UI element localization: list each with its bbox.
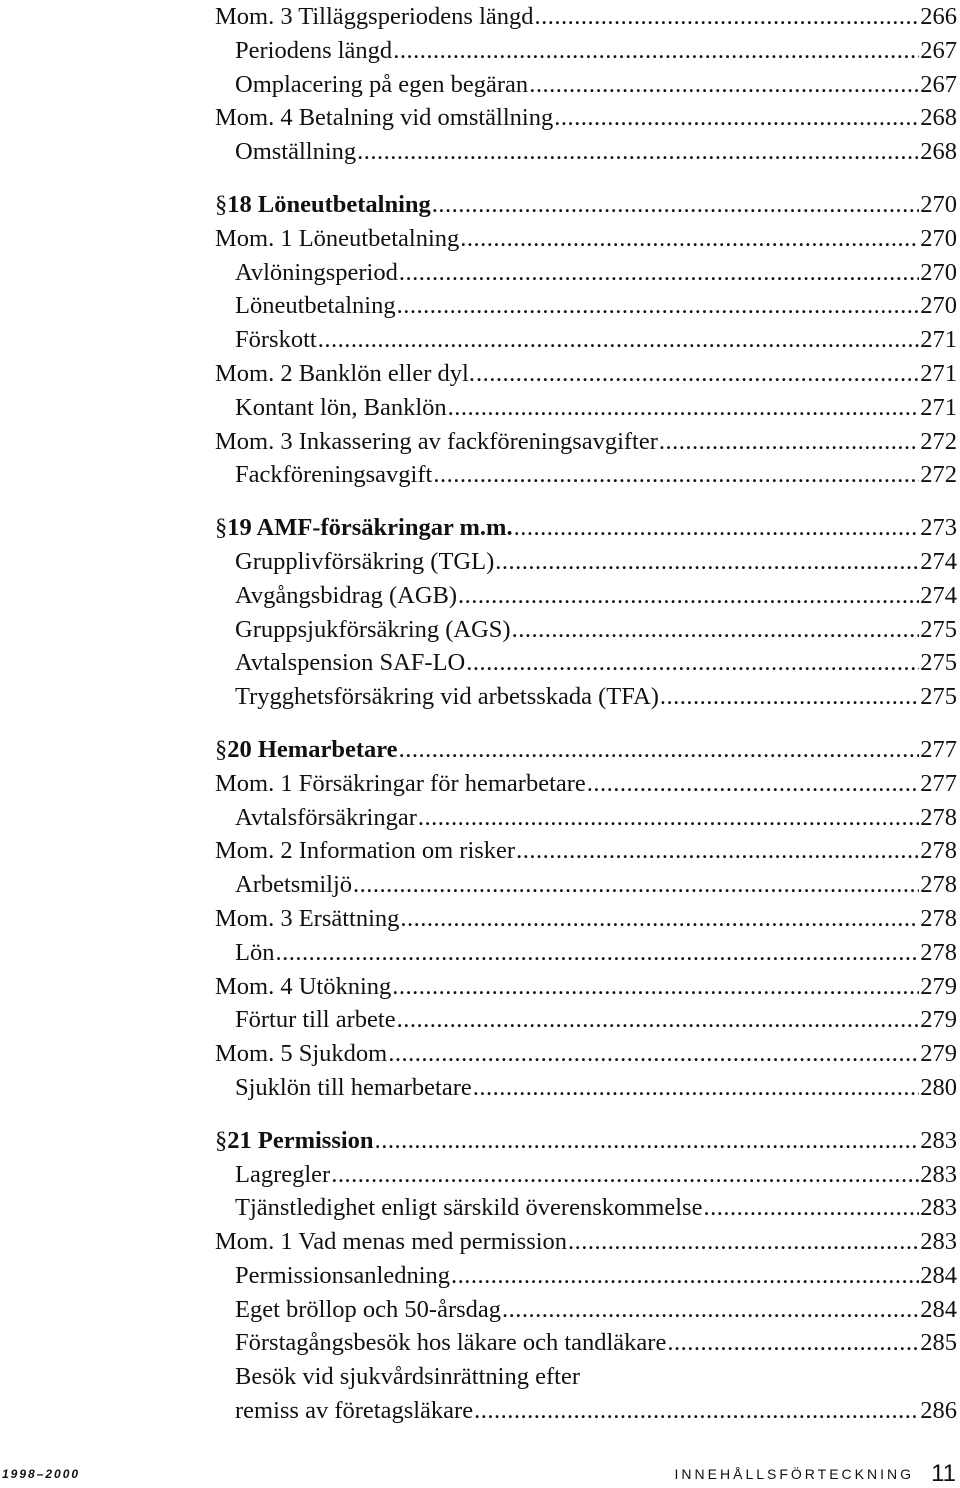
- toc-entry-page: 270: [920, 258, 957, 286]
- toc-entry-label: Tjänstledighet enligt särskild överenskommelse: [235, 1194, 703, 1222]
- section-mark: §: [215, 735, 228, 763]
- dot-leader: [660, 680, 919, 714]
- toc-entry-page: 279: [920, 1006, 957, 1034]
- toc-entry-label: Förskott: [235, 326, 317, 354]
- dot-leader: [587, 767, 919, 801]
- toc-entry[interactable]: [215, 256, 957, 290]
- dot-leader: [495, 545, 919, 579]
- toc-entry-label: Eget bröllop och 50-årsdag: [235, 1295, 502, 1323]
- toc-entry[interactable]: [215, 1191, 957, 1225]
- toc-entry-page: 274: [920, 581, 957, 609]
- toc-entry[interactable]: [215, 545, 957, 579]
- toc-entry[interactable]: [215, 391, 957, 425]
- toc-entry[interactable]: [215, 1259, 957, 1293]
- toc-entry-label: Mom. 3 Inkassering av fackföreningsavgifter: [215, 427, 658, 455]
- toc-entry[interactable]: [215, 767, 957, 801]
- toc-entry-page: 275: [920, 649, 957, 677]
- toc-section-heading[interactable]: [215, 1124, 957, 1158]
- toc-entry[interactable]: [215, 1037, 957, 1071]
- toc-entry-label: Avgångsbidrag (AGB): [235, 581, 458, 609]
- dot-leader: [357, 135, 919, 169]
- toc-entry-label: Mom. 3 Tilläggsperiodens längd: [215, 3, 534, 30]
- toc-entry-label: Avtalsförsäkringar: [235, 803, 417, 831]
- section-mark: §: [215, 514, 228, 542]
- toc-entry-page: 286: [920, 1397, 957, 1425]
- toc-entry-label: remiss av företagsläkare: [235, 1397, 474, 1425]
- toc-entry-label: Mom. 3 Ersättning: [215, 904, 400, 932]
- toc-entry[interactable]: [215, 0, 957, 34]
- toc-section-heading[interactable]: [215, 511, 957, 545]
- toc-entry-page: 272: [920, 461, 957, 489]
- dot-leader: [433, 458, 919, 492]
- dot-leader: [473, 1071, 919, 1105]
- toc-entry-label: Omplacering på egen begäran: [235, 70, 529, 98]
- toc-entry-page: 278: [920, 938, 957, 966]
- toc-entry[interactable]: [215, 801, 957, 835]
- toc-entry-label: Förtur till arbete: [235, 1006, 396, 1034]
- dot-leader: [331, 1158, 919, 1192]
- toc-entry-page: 273: [920, 514, 957, 542]
- toc-entry-page: 268: [920, 138, 957, 166]
- toc-entry[interactable]: [215, 1326, 957, 1360]
- toc-entry-page: 272: [920, 427, 957, 455]
- toc-entry[interactable]: [215, 1158, 957, 1192]
- dot-leader: [353, 868, 919, 902]
- page-footer: [0, 1458, 960, 1488]
- toc-entry[interactable]: [215, 289, 957, 323]
- toc-entry[interactable]: [215, 135, 957, 169]
- toc-entry-page: 271: [920, 326, 957, 354]
- dot-leader: [460, 222, 919, 256]
- toc-entry-page: 278: [920, 837, 957, 865]
- toc-entry[interactable]: [215, 101, 957, 135]
- toc-entry-page: 275: [920, 683, 957, 711]
- dot-leader: [476, 357, 919, 391]
- toc-entry-page: 283: [920, 1160, 957, 1188]
- dot-leader: [474, 1394, 919, 1428]
- toc-entry[interactable]: [215, 458, 957, 492]
- dot-leader: [392, 970, 919, 1004]
- toc-entry-label: Permissionsanledning: [235, 1261, 451, 1289]
- toc-entry-page: 283: [920, 1126, 957, 1154]
- dot-leader: [375, 1124, 920, 1158]
- toc-entry-label: Mom. 5 Sjukdom: [215, 1040, 388, 1068]
- toc-entry[interactable]: [215, 34, 957, 68]
- dot-leader: [512, 613, 920, 647]
- toc-entry[interactable]: [215, 834, 957, 868]
- toc-entry-page: 283: [920, 1194, 957, 1222]
- toc-entry-label: Lön: [235, 938, 275, 966]
- toc-entry-label: Periodens längd: [235, 36, 393, 64]
- dot-leader: [529, 68, 919, 102]
- dot-leader: [502, 1293, 919, 1327]
- toc-entry[interactable]: [215, 680, 957, 714]
- dot-leader: [399, 256, 919, 290]
- dot-leader: [568, 1225, 919, 1259]
- toc-entry-label: Besök vid sjukvårdsinrättning efter: [235, 1363, 580, 1391]
- toc-entry-page: 280: [920, 1073, 957, 1101]
- toc-entry[interactable]: [215, 1360, 957, 1394]
- footer-years: 1998–2000: [2, 1467, 81, 1481]
- toc-entry[interactable]: [215, 1293, 957, 1327]
- dot-leader: [388, 1037, 919, 1071]
- toc-entry-label: Mom. 1 Vad menas med permission: [215, 1228, 568, 1256]
- toc-entry-page: 271: [920, 393, 957, 421]
- toc-entry-label: Gruppsjukförsäkring (AGS): [235, 615, 511, 643]
- toc-entry-page: 278: [920, 871, 957, 899]
- toc-entry-label: Omställning: [235, 138, 357, 166]
- toc-entry-label: Mom. 1 Löneutbetalning: [215, 224, 460, 252]
- toc-entry[interactable]: [215, 357, 957, 391]
- section-mark: §: [215, 190, 228, 218]
- toc-entry-label: 18 Löneutbetalning: [227, 190, 431, 218]
- toc-entry-page: 268: [920, 104, 957, 132]
- dot-leader: [703, 1191, 919, 1225]
- toc-entry-page: 277: [920, 769, 957, 797]
- dot-leader: [451, 1259, 919, 1293]
- toc-entry[interactable]: [215, 936, 957, 970]
- toc-entry-page: 283: [920, 1228, 957, 1256]
- toc-entry[interactable]: [215, 1394, 957, 1428]
- toc-entry-label: Avlöningsperiod: [235, 258, 398, 286]
- dot-leader: [397, 1003, 920, 1037]
- toc-entry-label: 21 Permission: [227, 1126, 374, 1154]
- dot-leader: [275, 936, 919, 970]
- toc-entry[interactable]: [215, 68, 957, 102]
- toc-entry-label: 20 Hemarbetare: [227, 735, 398, 763]
- toc-entry[interactable]: [215, 1003, 957, 1037]
- toc-entry-page: 267: [920, 70, 957, 98]
- toc-entry-page: 266: [920, 3, 957, 30]
- toc-entry-label: Mom. 2 Banklön eller dyl.: [215, 359, 475, 387]
- toc-entry-page: 284: [920, 1261, 957, 1289]
- toc-entry-label: Sjuklön till hemarbetare: [235, 1073, 472, 1101]
- toc-entry-label: Fackföreningsavgift: [235, 461, 433, 489]
- toc-entry[interactable]: [215, 323, 957, 357]
- dot-leader: [399, 733, 920, 767]
- toc-entry-label: Förstagångsbesök hos läkare och tandläkare: [235, 1329, 667, 1357]
- toc-entry-label: Mom. 1 Försäkringar för hemarbetare: [215, 769, 586, 797]
- toc-entry[interactable]: [215, 579, 957, 613]
- toc-entry-label: Mom. 4 Betalning vid omställning: [215, 104, 554, 132]
- dot-leader: [466, 646, 919, 680]
- toc-entry[interactable]: [215, 902, 957, 936]
- toc-entry-label: Kontant lön, Banklön: [235, 393, 447, 421]
- toc-entry-page: 278: [920, 803, 957, 831]
- dot-leader: [667, 1326, 919, 1360]
- toc-entry-label: Trygghetsförsäkring vid arbetsskada (TFA): [235, 683, 659, 711]
- toc-section-heading[interactable]: [215, 733, 957, 767]
- toc-entry[interactable]: [215, 613, 957, 647]
- dot-leader: [400, 902, 919, 936]
- dot-leader: [516, 834, 919, 868]
- dot-leader: [514, 511, 920, 545]
- toc-entry-page: 278: [920, 904, 957, 932]
- toc-entry-label: Mom. 4 Utökning: [215, 972, 392, 1000]
- toc-entry-label: 19 AMF-försäkringar m.m.: [227, 514, 513, 542]
- dot-leader: [458, 579, 919, 613]
- dot-leader: [554, 101, 919, 135]
- toc-entry[interactable]: [215, 222, 957, 256]
- dot-leader: [659, 425, 919, 459]
- toc-entry[interactable]: [215, 646, 957, 680]
- toc-entry[interactable]: [215, 970, 957, 1004]
- section-mark: §: [215, 1126, 228, 1154]
- toc-entry-label: Löneutbetalning: [235, 292, 396, 320]
- toc-entry-page: 270: [920, 292, 957, 320]
- toc-entry-page: 279: [920, 1040, 957, 1068]
- dot-leader: [432, 188, 919, 222]
- toc-entry[interactable]: [215, 868, 957, 902]
- toc-entry-page: 270: [920, 224, 957, 252]
- toc-entry-page: 270: [920, 190, 957, 218]
- toc-entry-label: Avtalspension SAF-LO: [235, 649, 466, 677]
- toc-section-heading[interactable]: [215, 188, 957, 222]
- toc-entry-page: 279: [920, 972, 957, 1000]
- toc-entry-page: 277: [920, 735, 957, 763]
- toc-entry[interactable]: [215, 1071, 957, 1105]
- toc-entry[interactable]: [215, 1225, 957, 1259]
- toc-entry[interactable]: [215, 425, 957, 459]
- toc-entry-page: 267: [920, 36, 957, 64]
- toc-entry-label: Lagregler: [235, 1160, 331, 1188]
- footer-page-number: 11: [931, 1460, 956, 1487]
- toc-entry-label: Mom. 2 Information om risker: [215, 837, 516, 865]
- toc-entry-page: 284: [920, 1295, 957, 1323]
- dot-leader: [418, 801, 919, 835]
- dot-leader: [318, 323, 920, 357]
- toc-entry-page: 271: [920, 359, 957, 387]
- dot-leader: [393, 34, 919, 68]
- toc-entry-page: 275: [920, 615, 957, 643]
- table-of-contents: [215, 0, 957, 1428]
- toc-entry-page: 274: [920, 547, 957, 575]
- dot-leader: [397, 289, 920, 323]
- toc-entry-label: Grupplivförsäkring (TGL): [235, 547, 495, 575]
- dot-leader: [448, 391, 920, 425]
- dot-leader: [535, 0, 920, 34]
- footer-title: INNEHÅLLSFÖRTECKNING: [674, 1466, 914, 1482]
- toc-entry-label: Arbetsmiljö: [235, 871, 353, 899]
- toc-entry-page: 285: [920, 1329, 957, 1357]
